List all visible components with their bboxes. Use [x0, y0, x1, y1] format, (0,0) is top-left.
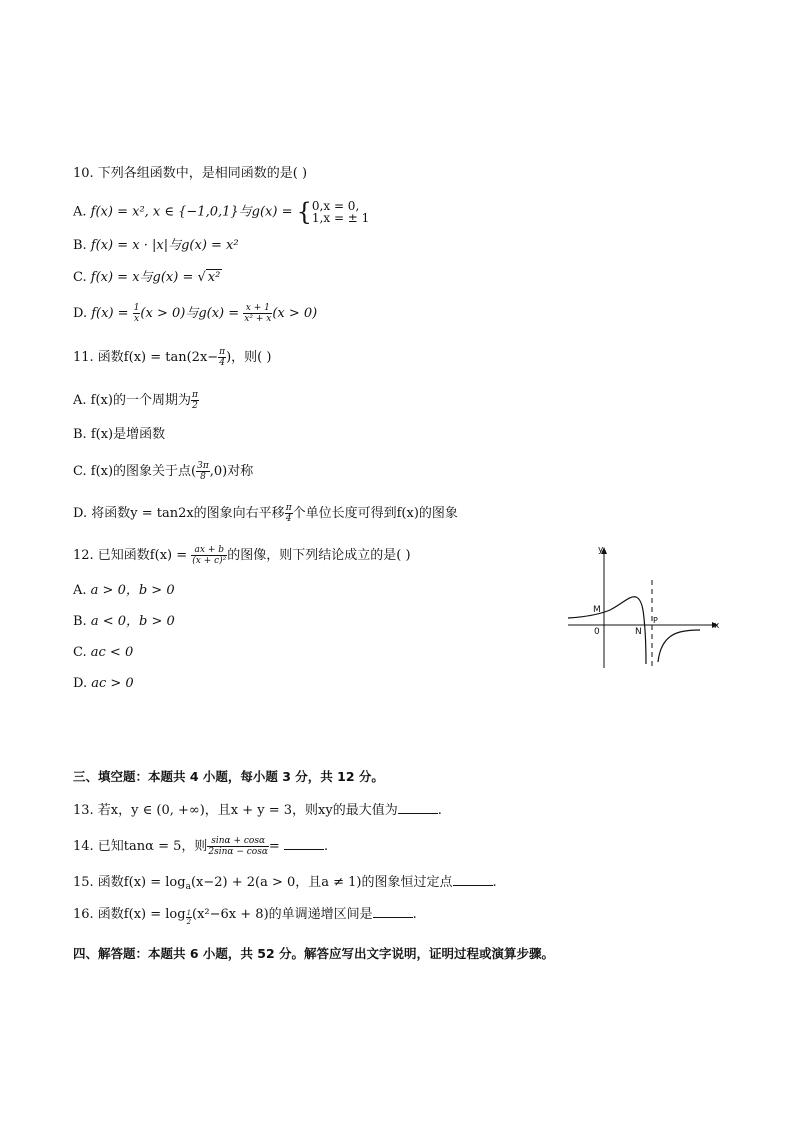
question-11-option-a: A. f(x)的一个周期为 $\frac{\pi}{2}$ — [73, 390, 198, 411]
question-12-option-b: B. a < 0，b > 0 — [73, 614, 175, 629]
question-12-option-c: C. ac < 0 — [73, 645, 134, 660]
point-n-label: N — [635, 627, 642, 637]
answer-blank — [398, 801, 438, 814]
question-10-option-d: D. f(x) = $\frac{1}{x}$ (x > 0)与g(x) = $\frac{x + 1}{\text{x² + x}}$ (x > 0) — [73, 303, 318, 324]
question-11-option-d: D. 将函数y = tan2x的图象向右平移 $\frac{\pi}{4}$ 个单位长度可得到f(x)的图象 — [73, 503, 458, 524]
question-10-option-a: A. f(x) = x², x ∈ {−1,0,1}与g(x) = { 0,x = 0, 1,x = ± 1 — [73, 198, 370, 226]
question-10-option-c: C. f(x) = x与g(x) = √ x² — [73, 270, 221, 285]
question-16: 16. 函数f(x) = log $\frac{1}{2}$ (x²−6x + 8)的单调递增区间是 . — [73, 907, 417, 926]
fraction: $\frac{1}{x}$ — [133, 303, 140, 324]
point-p-label: P — [653, 616, 658, 625]
section-4-title: 四、解答题：本题共 6 小题，共 52 分。解答应写出文字说明，证明过程或演算步骤。 — [73, 946, 555, 961]
question-11-option-b: B. f(x)是增函数 — [73, 427, 166, 442]
piecewise-cases: 0,x = 0, 1,x = ± 1 — [311, 199, 370, 225]
question-11-stem: 11. 函数f(x) = tan(2x− $\frac{\pi}{4}$ )，则( ) — [73, 347, 272, 368]
answer-blank — [453, 873, 493, 886]
question-10-option-b: B. f(x) = x · |x|与g(x) = x² — [73, 238, 239, 253]
x-axis-label: x — [714, 621, 720, 631]
question-10-stem: 10. 下列各组函数中，是相同函数的是( ) — [73, 166, 308, 181]
y-axis-label: y — [598, 545, 604, 555]
answer-blank — [284, 837, 324, 850]
fraction: $\frac{x + 1}{\text{x² + x}}$ — [244, 303, 272, 324]
origin-label: 0 — [594, 627, 600, 637]
answer-blank — [373, 905, 413, 918]
section-3-title: 三、填空题：本题共 4 小题，每小题 3 分，共 12 分。 — [73, 769, 384, 784]
option-text: f(x) = x², x ∈ {−1,0,1}与g(x) = — [90, 204, 293, 220]
point-m-label: M — [593, 605, 601, 615]
question-11-option-c: C. f(x)的图象关于点( $\frac{3\pi}{8}$ ,0)对称 — [73, 461, 254, 482]
question-15: 15. 函数$f(x) = \log_a(x-2) + 2(a > 0$，且a ≠ 1)的图象恒过定点 . — [73, 875, 497, 892]
function-graph — [560, 540, 730, 675]
question-12-stem: 12. 已知函数f(x) = $\frac{ax + b}{\text{(x + c)²}}$ 的图像，则下列结论成立的是( ) — [73, 545, 411, 566]
question-12-option-d: D. ac > 0 — [73, 676, 134, 691]
question-12-option-a: A. a > 0，b > 0 — [73, 583, 175, 598]
question-14: 14. 已知tanα = 5，则 $\frac{\sin\alpha + \cos\alpha}{2\sin\alpha - \cos\alpha}$ = . — [73, 836, 329, 857]
question-13: 13. 若x，y ∈ (0, +∞)，且x + y = 3，则xy的最大值为 . — [73, 803, 442, 818]
option-label: A. — [73, 204, 87, 220]
curve-right-branch — [658, 630, 700, 662]
